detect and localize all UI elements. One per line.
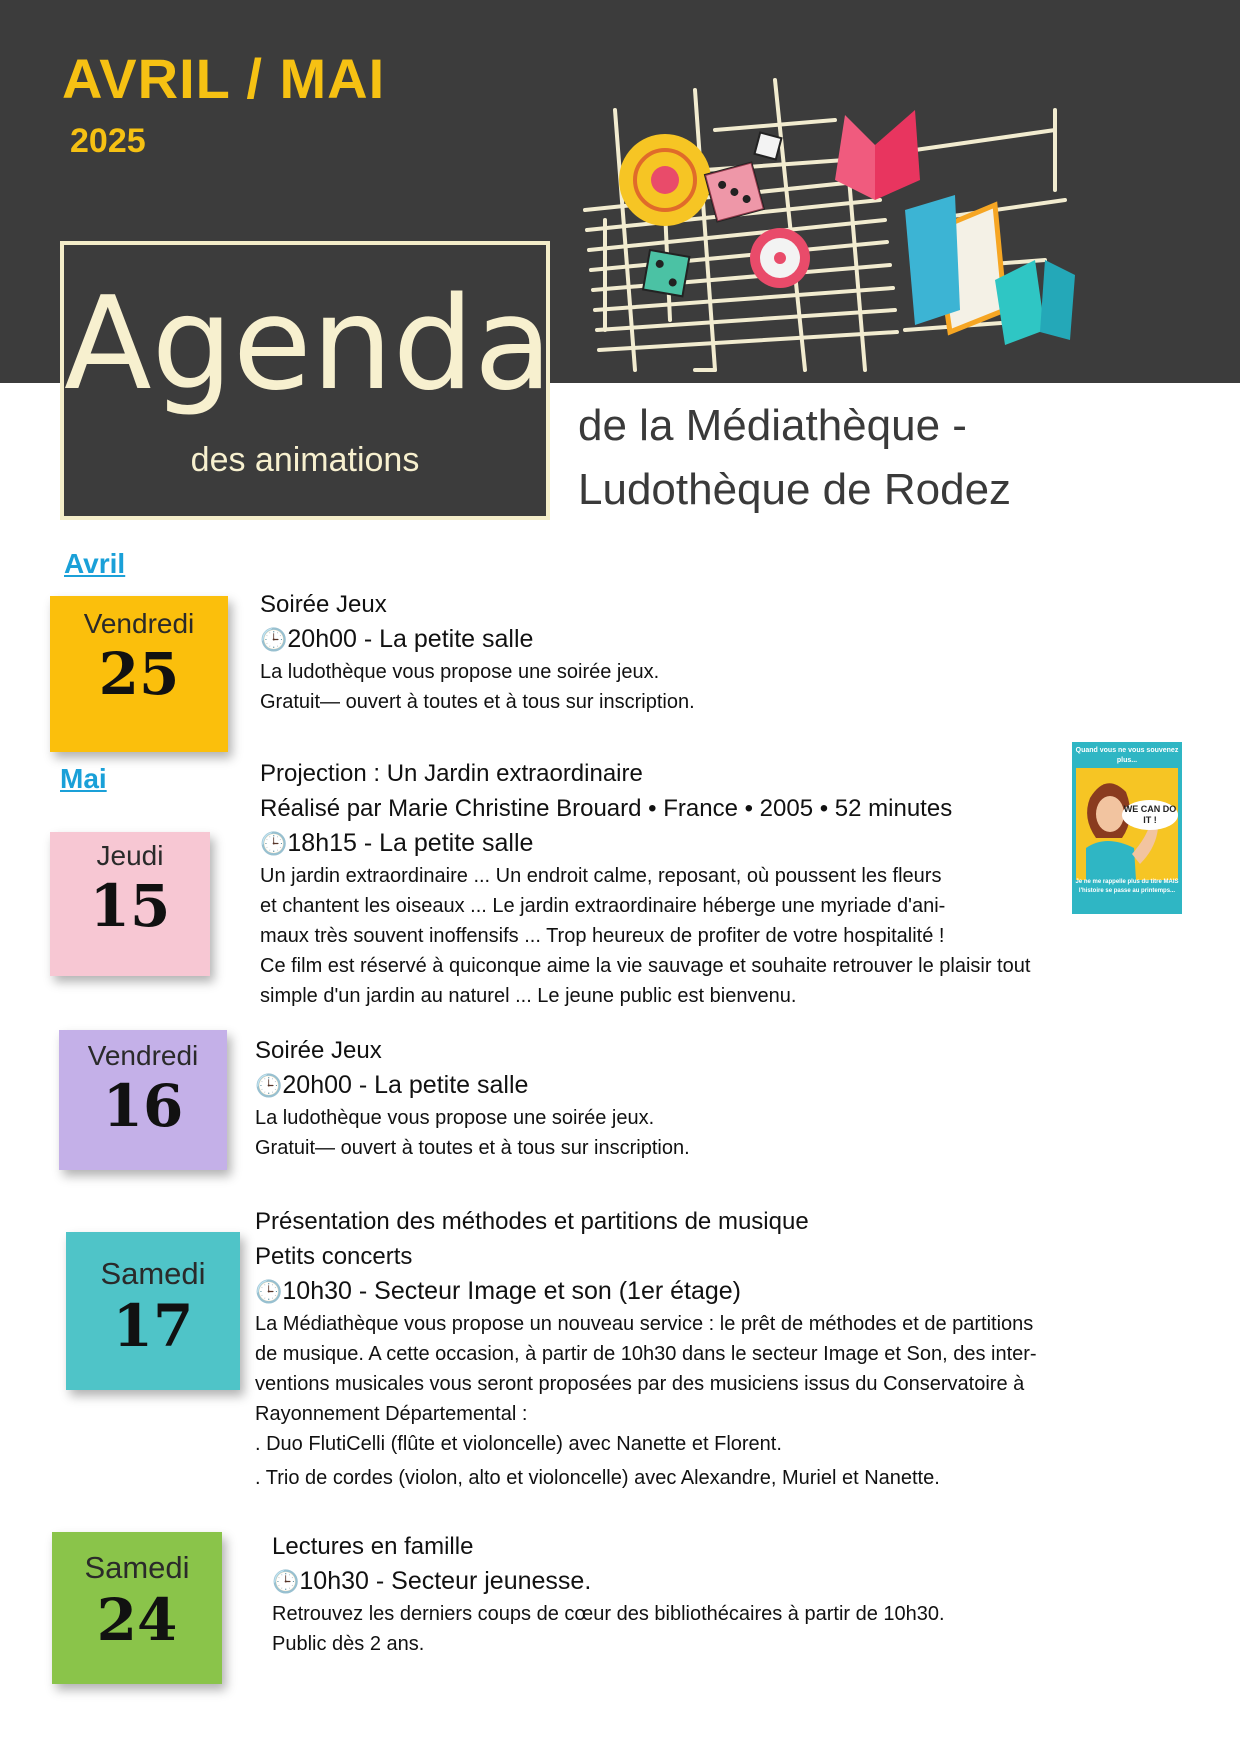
library-subtitle xyxy=(578,394,1011,522)
date-note-mai-24 xyxy=(52,1532,222,1684)
event-title: Présentation des méthodes et partitions de musique xyxy=(255,1208,809,1235)
event-title: Soirée Jeux xyxy=(255,1037,382,1064)
event-soiree-jeux-25 xyxy=(260,587,695,717)
agenda-subtitle: des animations xyxy=(190,441,420,479)
clock-icon: 🕒 xyxy=(255,1279,283,1304)
event-time: 🕒20h00 - La petite salle xyxy=(255,1071,529,1099)
subtitle-line-1: de la Médiathèque - xyxy=(578,401,967,450)
agenda-title: Agenda xyxy=(64,270,553,419)
event-desc-line: ventions musicales vous seront proposées par des musiciens issus du Conservatoire à xyxy=(255,1373,1025,1395)
day-name: Vendredi xyxy=(87,1040,199,1071)
event-desc-line: La Médiathèque vous propose un nouveau service : le prêt de méthodes et de partitions xyxy=(255,1313,1034,1335)
clock-icon: 🕒 xyxy=(260,627,288,652)
event-musique xyxy=(255,1204,1155,1493)
event-title: Soirée Jeux xyxy=(260,591,387,618)
day-number: 15 xyxy=(89,872,171,940)
poster-bottom-text: Je ne me rappelle plus du titre MAIS l'histoire se passe au printemps... xyxy=(1075,879,1179,894)
event-desc-line: . Duo FlutiCelli (flûte et violoncelle) avec Nanette et Florent. xyxy=(255,1433,782,1455)
event-desc-line: La ludothèque vous propose une soirée jeux. xyxy=(260,661,660,683)
agenda-box xyxy=(60,241,553,520)
day-name: Samedi xyxy=(100,1256,206,1291)
date-note-mai-15 xyxy=(50,832,210,976)
day-number: 25 xyxy=(98,640,180,708)
event-soiree-jeux-16 xyxy=(255,1033,690,1163)
event-desc-line: de musique. A cette occasion, à partir de 10h30 dans le secteur Image et Son, des inter- xyxy=(255,1343,1037,1365)
day-number: 24 xyxy=(96,1586,178,1654)
event-desc-line: Retrouvez les derniers coups de cœur des bibliothécaires à partir de 10h30. xyxy=(272,1603,945,1625)
event-desc-line: et chantent les oiseaux ... Le jardin extraordinaire héberge une myriade d'ani- xyxy=(260,895,946,917)
event-time: 🕒10h30 - Secteur Image et son (1er étage) xyxy=(255,1277,742,1305)
event-time: 🕒18h15 - La petite salle xyxy=(260,829,534,857)
event-desc-line: . Trio de cordes (violon, alto et violoncelle) avec Alexandre, Muriel et Nanette. xyxy=(255,1467,940,1489)
event-desc-line: Rayonnement Départemental : xyxy=(255,1403,528,1425)
games-books-illustration xyxy=(575,70,1175,400)
event-subtitle: Petits concerts xyxy=(255,1243,413,1270)
day-name: Vendredi xyxy=(83,608,195,639)
poster-top-text: Quand vous ne vous souvenez plus... xyxy=(1075,747,1179,764)
film-poster xyxy=(1072,742,1182,914)
date-note-mai-17 xyxy=(66,1232,240,1390)
event-desc-line: maux très souvent inoffensifs ... Trop heureux de profiter de votre hospitalité ! xyxy=(260,925,945,947)
date-note-avril-25 xyxy=(50,596,228,752)
event-desc-line: Gratuit— ouvert à toutes et à tous sur inscription. xyxy=(260,691,695,713)
day-name: Samedi xyxy=(84,1550,190,1585)
day-number: 17 xyxy=(112,1292,194,1360)
event-credits: Réalisé par Marie Christine Brouard • France • 2005 • 52 minutes xyxy=(260,795,953,822)
clock-icon: 🕒 xyxy=(260,831,288,856)
event-projection xyxy=(260,756,1060,1011)
event-title: Projection : Un Jardin extraordinaire xyxy=(260,760,643,787)
event-desc-line: simple d'un jardin au naturel ... Le jeune public est bienvenu. xyxy=(260,985,797,1007)
clock-icon: 🕒 xyxy=(272,1569,300,1594)
event-desc-line: Ce film est réservé à quiconque aime la vie sauvage et souhaite retrouver le plaisir tout xyxy=(260,955,1031,977)
event-desc-line: Gratuit— ouvert à toutes et à tous sur inscription. xyxy=(255,1137,690,1159)
day-name: Jeudi xyxy=(96,840,164,871)
year-label: 2025 xyxy=(70,122,146,160)
day-number: 16 xyxy=(102,1072,184,1140)
event-desc-line: La ludothèque vous propose une soirée jeux. xyxy=(255,1107,655,1129)
clock-icon: 🕒 xyxy=(255,1073,283,1098)
date-note-mai-16 xyxy=(59,1030,227,1170)
poster-art xyxy=(1076,768,1178,880)
period-title: AVRIL / MAI xyxy=(62,47,386,110)
event-time: 🕒10h30 - Secteur jeunesse. xyxy=(272,1567,592,1595)
subtitle-line-2: Ludothèque de Rodez xyxy=(578,465,1012,514)
poster-speech-bubble: WE CAN DO IT ! xyxy=(1122,800,1178,830)
event-title: Lectures en famille xyxy=(272,1533,474,1560)
event-time: 🕒20h00 - La petite salle xyxy=(260,625,534,653)
event-desc-line: Public dès 2 ans. xyxy=(272,1633,425,1655)
event-lectures-famille xyxy=(272,1529,945,1659)
month-april[interactable]: Avril xyxy=(64,548,126,579)
event-desc-line: Un jardin extraordinaire ... Un endroit calme, reposant, où poussent les fleurs xyxy=(260,865,942,887)
month-may[interactable]: Mai xyxy=(60,763,107,794)
